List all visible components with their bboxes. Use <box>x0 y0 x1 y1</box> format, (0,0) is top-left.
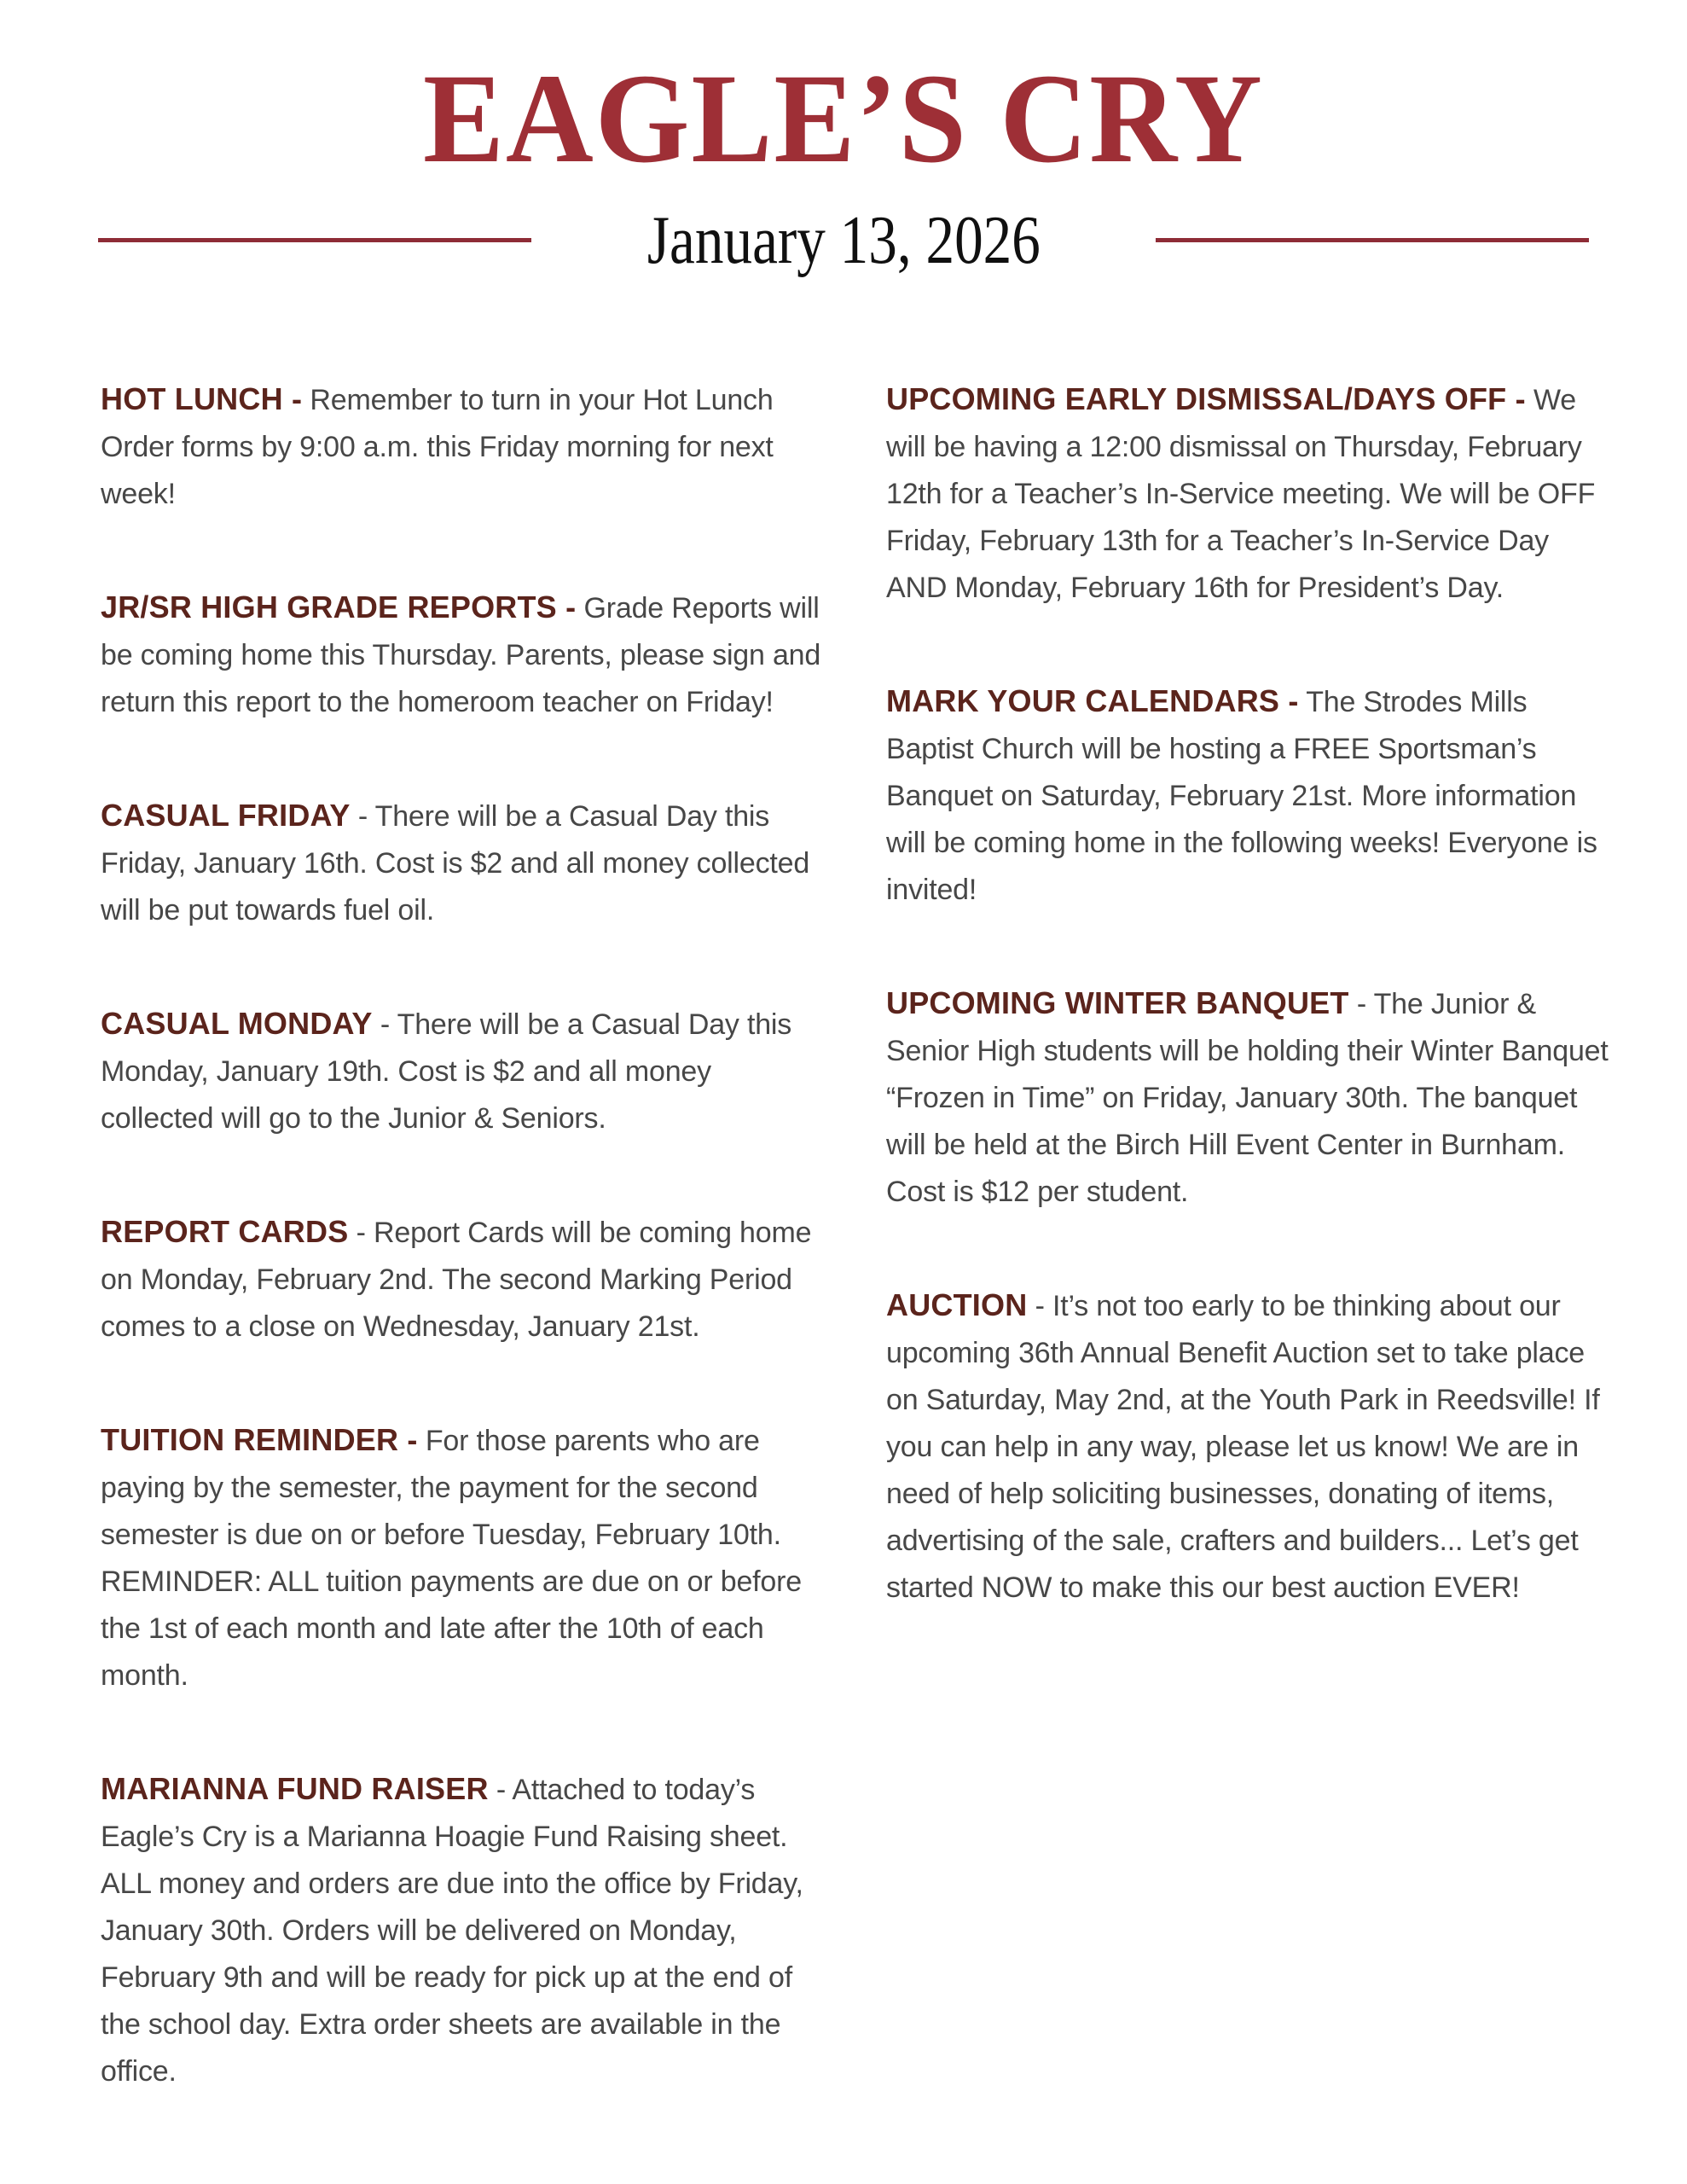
section-body: - Attached to today’s Eagle’s Cry is a Marianna Hoagie Fund Raising sheet. ALL money and orders are due into the office by Friday, January 30th. Orders will be delivered on Monday, February 9th and will be ready for pick up at the end of the school day. Extra order sheets are available in the office. <box>101 1773 803 2088</box>
masthead-rule-right <box>1156 238 1589 242</box>
issue-date: January 13, 2026 <box>646 202 1041 278</box>
masthead <box>0 0 1687 200</box>
page-title: EAGLE’S CRY <box>423 48 1264 189</box>
section-early-dismissal <box>886 375 1610 612</box>
section-body: - It’s not too early to be thinking about our upcoming 36th Annual Benefit Auction set to take place on Saturday, May 2nd, at the Youth Park in Reedsville! If you can help in any way, please let us know! We are in need of help soliciting businesses, donating of items, advertising of the sale, crafters and builders... Let’s get started NOW to make this our best auction EVER! <box>886 1289 1600 1604</box>
left-column <box>101 375 825 2161</box>
section-body: The Strodes Mills Baptist Church will be hosting a FREE Sportsman’s Banquet on Saturday, February 21st. More information will be coming home in the following weeks! Everyone is invited! <box>886 685 1597 906</box>
section-casual-friday <box>101 792 825 934</box>
section-grade-reports <box>101 584 825 726</box>
section-heading: TUITION REMINDER - <box>101 1421 418 1457</box>
section-body: We will be having a 12:00 dismissal on Thursday, February 12th for a Teacher’s In-Service meeting. We will be OFF Friday, February 13th for a Teacher’s In-Service Day AND Monday, February 16th for President’s Day. <box>886 383 1596 604</box>
dateline <box>0 201 1687 280</box>
section-marianna-fund-raiser <box>101 1765 825 2095</box>
section-heading: JR/SR HIGH GRADE REPORTS - <box>101 589 577 624</box>
section-heading: MARK YOUR CALENDARS - <box>886 682 1299 718</box>
right-column <box>886 375 1610 2161</box>
masthead-rule-left <box>98 238 531 242</box>
section-body: - Report Cards will be coming home on Monday, February 2nd. The second Marking Period comes to a close on Wednesday, January 21st. <box>101 1216 812 1343</box>
section-heading: AUCTION <box>886 1287 1028 1322</box>
section-tuition-reminder <box>101 1416 825 1699</box>
section-heading: MARIANNA FUND RAISER <box>101 1770 489 1806</box>
section-hot-lunch <box>101 375 825 518</box>
section-body: Remember to turn in your Hot Lunch Order forms by 9:00 a.m. this Friday morning for next week! <box>101 383 774 510</box>
section-body: Grade Reports will be coming home this Thursday. Parents, please sign and return this report to the homeroom teacher on Friday! <box>101 591 821 718</box>
section-report-cards <box>101 1208 825 1350</box>
section-heading: UPCOMING EARLY DISMISSAL/DAYS OFF - <box>886 380 1526 416</box>
section-heading: CASUAL FRIDAY <box>101 797 351 833</box>
section-heading: UPCOMING WINTER BANQUET <box>886 985 1349 1020</box>
section-heading: CASUAL MONDAY <box>101 1005 373 1041</box>
section-body: - There will be a Casual Day this Monday, January 19th. Cost is $2 and all money collected will go to the Junior & Seniors. <box>101 1008 792 1135</box>
section-winter-banquet <box>886 979 1610 1216</box>
section-heading: HOT LUNCH - <box>101 380 303 416</box>
newsletter-body <box>0 375 1687 2161</box>
section-body: - There will be a Casual Day this Friday, January 16th. Cost is $2 and all money collected will be put towards fuel oil. <box>101 799 810 926</box>
section-heading: REPORT CARDS <box>101 1213 349 1249</box>
section-body: - The Junior & Senior High students will be holding their Winter Banquet “Frozen in Time” on Friday, January 30th. The banquet will be held at the Birch Hill Event Center in Burnham. Cost is $12 per student. <box>886 987 1609 1208</box>
section-casual-monday <box>101 1000 825 1142</box>
section-mark-your-calendars <box>886 677 1610 914</box>
section-body: For those parents who are paying by the semester, the payment for the second semester is due on or before Tuesday, February 10th. REMINDER: ALL tuition payments are due on or before the 1st of each month and late after the 10th of each month. <box>101 1424 802 1692</box>
section-auction <box>886 1281 1610 1612</box>
